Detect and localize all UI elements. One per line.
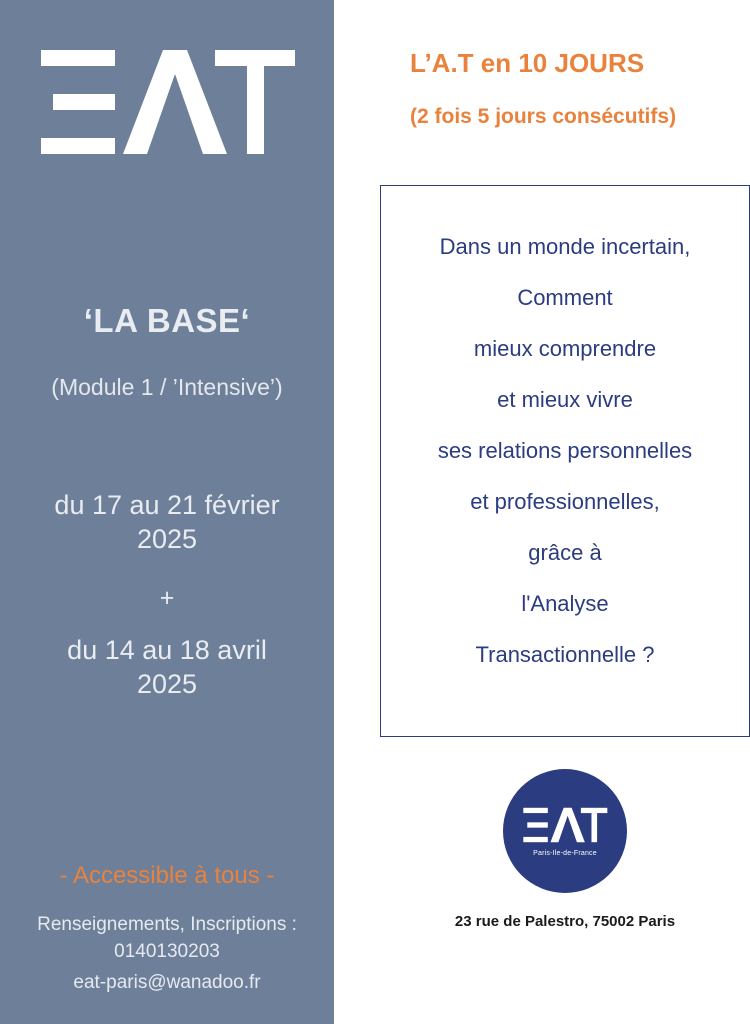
contact-phone: 0140130203 xyxy=(114,940,220,962)
dates-plus: + xyxy=(159,583,175,612)
contact-email: eat-paris@wanadoo.fr xyxy=(73,972,261,993)
headline: L’A.T en 10 JOURS xyxy=(410,48,645,78)
quote-line: mieux comprendre xyxy=(473,336,657,361)
session-dates xyxy=(0,489,334,701)
eat-logo xyxy=(0,32,334,172)
contact-info-label: Renseignements, Inscriptions : xyxy=(37,914,297,935)
quote-line: Comment xyxy=(517,285,613,310)
quote-line: et professionnelles, xyxy=(470,489,660,514)
left-panel xyxy=(0,0,334,1024)
contact-info xyxy=(0,912,334,965)
second-session-line2: 2025 xyxy=(136,668,198,699)
quote-line: et mieux vivre xyxy=(497,387,633,412)
second-session-line1: du 14 au 18 avril xyxy=(67,634,267,665)
eat-logo-icon xyxy=(37,42,297,162)
eat-badge xyxy=(503,769,627,893)
accessible-note: - Accessible à tous - xyxy=(59,862,275,889)
badge-caption: Paris-Ile-de-France xyxy=(533,850,597,857)
badge-wrap xyxy=(380,769,750,893)
address: 23 rue de Palestro, 75002 Paris xyxy=(454,913,676,930)
module-subtitle: (Module 1 / ’Intensive’) xyxy=(51,374,283,400)
quote-line: l'Analyse xyxy=(521,591,609,616)
quote-line: Dans un monde incertain, xyxy=(439,234,691,259)
first-session-line2: 2025 xyxy=(136,523,198,554)
quote-box xyxy=(380,185,750,737)
quote-line: Transactionnelle ? xyxy=(475,642,655,667)
right-panel xyxy=(334,0,750,1024)
first-session-line1: du 17 au 21 février xyxy=(54,490,280,520)
subheadline: (2 fois 5 jours consécutifs) xyxy=(410,105,677,128)
eat-badge-logo-icon xyxy=(522,805,608,845)
module-title: ‘LA BASE‘ xyxy=(83,302,251,339)
quote-line: ses relations personnelles xyxy=(437,438,693,463)
quote-line: grâce à xyxy=(528,540,602,565)
